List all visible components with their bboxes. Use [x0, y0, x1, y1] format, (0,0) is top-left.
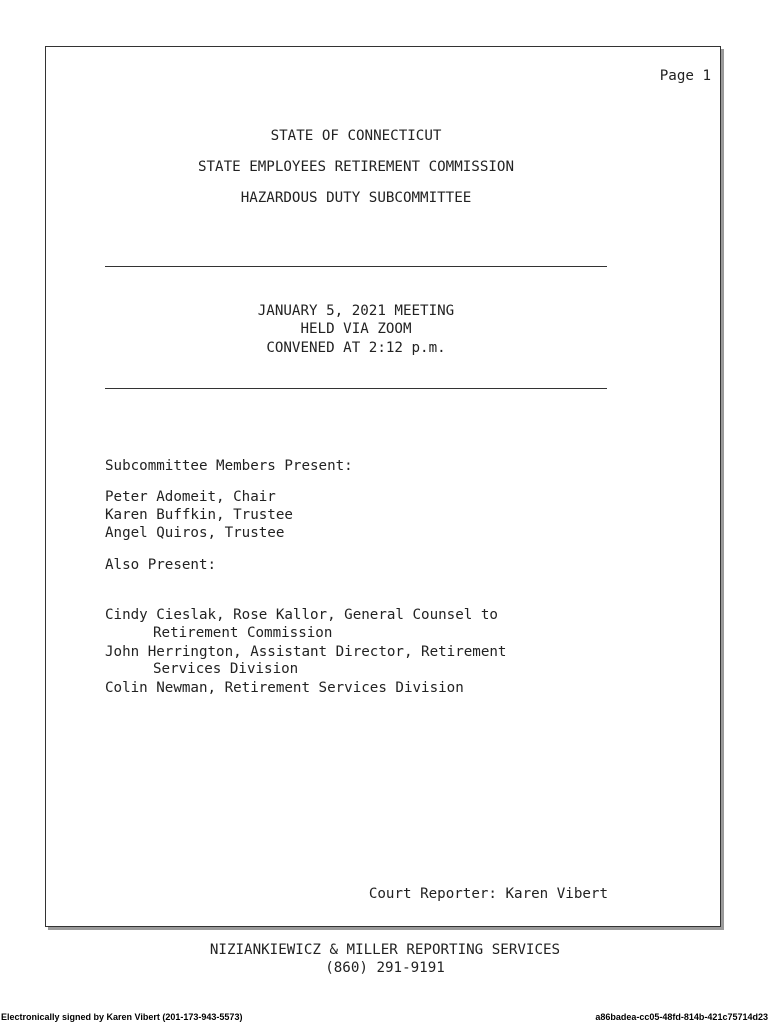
- meeting-venue: HELD VIA ZOOM: [300, 321, 412, 337]
- attendee-line-continued: Services Division: [153, 661, 299, 677]
- transcript-page: [45, 46, 721, 927]
- attendee-line: Colin Newman, Retirement Services Division: [105, 680, 464, 696]
- signature-left: Electronically signed by Karen Vibert (201-173-943-5573): [1, 1012, 243, 1022]
- attendee-line: Cindy Cieslak, Rose Kallor, General Counsel to: [105, 607, 498, 623]
- signature-id: a86badea-cc05-48fd-814b-421c75714d23: [595, 1012, 768, 1022]
- meeting-convened: CONVENED AT 2:12 p.m.: [266, 340, 446, 356]
- header-line-state: STATE OF CONNECTICUT: [270, 128, 442, 144]
- footer-company: NIZIANKIEWICZ & MILLER REPORTING SERVICES: [209, 942, 561, 958]
- attendee-line: John Herrington, Assistant Director, Retirement: [105, 644, 507, 660]
- divider-bottom: [105, 388, 607, 389]
- also-present-heading: Also Present:: [105, 557, 217, 573]
- member-item: Karen Buffkin, Trustee: [105, 507, 293, 523]
- members-heading: Subcommittee Members Present:: [105, 458, 353, 474]
- footer-phone: (860) 291-9191: [325, 960, 445, 976]
- divider-top: [105, 266, 607, 267]
- court-reporter: Court Reporter: Karen Vibert: [368, 886, 608, 902]
- member-item: Angel Quiros, Trustee: [105, 525, 285, 541]
- header-line-subcommittee: HAZARDOUS DUTY SUBCOMMITTEE: [240, 190, 472, 206]
- page-number: Page 1: [659, 68, 711, 84]
- attendee-line-continued: Retirement Commission: [153, 625, 333, 641]
- meeting-date: JANUARY 5, 2021 MEETING: [257, 303, 455, 319]
- header-line-commission: STATE EMPLOYEES RETIREMENT COMMISSION: [197, 159, 515, 175]
- member-item: Peter Adomeit, Chair: [105, 489, 276, 505]
